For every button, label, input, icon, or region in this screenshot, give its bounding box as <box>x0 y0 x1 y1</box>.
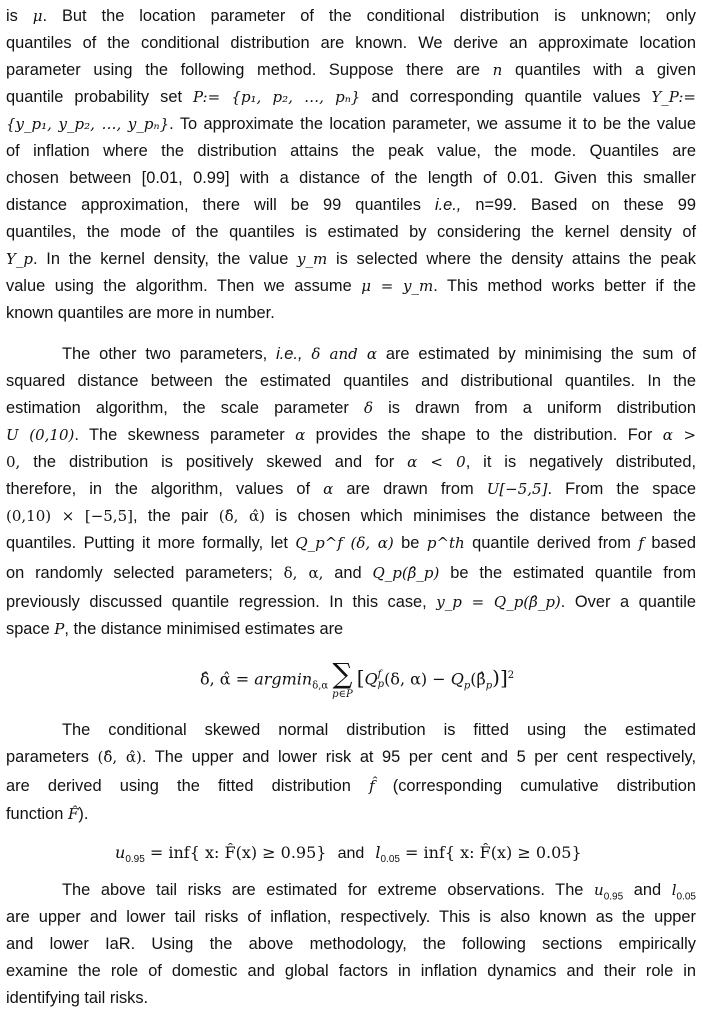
text-span: be <box>393 534 427 552</box>
text-span: , the distance minimised estimates are <box>64 620 344 638</box>
text-span: estimation algorithm, the scale parameter <box>6 399 364 417</box>
text-span: quantiles of the conditional distribution are known. We derive an approximate location <box>6 34 696 52</box>
summation <box>332 657 353 700</box>
text-span: . Over a quantile <box>560 593 697 611</box>
text-span: The other two parameters, <box>62 345 277 363</box>
text-line <box>6 57 696 84</box>
text-line <box>6 368 696 395</box>
text-line <box>6 503 696 530</box>
text-span: . This method works better if the <box>433 277 696 295</box>
text-line <box>6 449 696 476</box>
text-line <box>6 476 696 503</box>
math-alpha-gt: α > <box>662 426 697 444</box>
math-f-hat: f̂ <box>369 777 375 795</box>
math-delta-alpha-hat-pair: (δ̂, α̂) <box>218 507 265 525</box>
eq-argmin-sub: δ,α <box>312 680 329 692</box>
text-line <box>6 530 696 557</box>
math-l: l <box>671 881 677 899</box>
text-span: . The upper and lower risk at 95 per cent and 5 per cent respectively, <box>141 748 697 766</box>
eq-power: 2 <box>507 670 515 682</box>
text-line <box>6 589 696 616</box>
text-span: value using the algorithm. Then we assume <box>6 277 362 295</box>
math-alpha-lt-0: α < 0 <box>407 453 466 471</box>
text-span: quantiles, the mode of the quantiles is estimated by considering the kernel density of <box>6 223 696 241</box>
text-span: is selected where the density attains the peak <box>327 250 696 268</box>
math-mu: μ <box>32 7 43 25</box>
text-line <box>62 877 696 904</box>
math-P: P <box>54 620 65 638</box>
text-span: function <box>6 805 68 823</box>
math-mu-equals-ym: μ = y_m <box>361 277 434 295</box>
text-span: (corresponding cumulative distribution <box>374 777 696 795</box>
math-alpha: α <box>295 426 306 444</box>
math-Qp-beta: Q_p(β̂_p) <box>372 564 440 582</box>
text-line <box>6 3 696 30</box>
math-n: n <box>492 61 503 79</box>
eq-l-rhs: = inf{ x: F̂(x) ≥ 0.05} <box>399 843 582 862</box>
eq-l: l <box>375 843 381 862</box>
eq-Q2: Q <box>450 669 464 689</box>
text-span: . In the kernel density, the value <box>33 250 298 268</box>
math-delta-alpha-hat-pair: (δ̂, α̂) <box>97 748 142 766</box>
text-span: n=99. Based on these 99 <box>461 196 696 214</box>
text-span: the distribution is positively skewed and for <box>20 453 408 471</box>
text-span: is chosen which minimises the distance between the <box>264 507 696 525</box>
text-span: The conditional skewed normal distribution is fitted using the estimated <box>62 721 696 739</box>
text-span: quantiles. Putting it more formally, let <box>6 534 296 552</box>
text-span: is drawn from a uniform distribution <box>373 399 696 417</box>
eq-u: u <box>115 843 126 862</box>
text-span: is <box>6 7 33 25</box>
eq-Q2-sub: p <box>463 680 471 692</box>
math-Qpf: Q_p^f (δ, α) <box>295 534 394 552</box>
text-line <box>6 246 696 273</box>
text-line <box>6 931 696 958</box>
math-p-th: p^th <box>426 534 465 552</box>
math-l-sub: 0.05 <box>676 891 696 903</box>
text-span: The above tail risks are estimated for extreme observations. The <box>62 881 595 899</box>
text-span: examine the role of domestic and global factors in inflation dynamics and their role in <box>6 962 696 980</box>
text-span: on randomly selected parameters; <box>6 564 284 582</box>
text-span: distance approximation, there will be 99 quantiles <box>6 196 435 214</box>
text-line <box>6 300 696 327</box>
math-alpha: α <box>323 480 334 498</box>
eq-Q-sub: p <box>377 679 385 690</box>
text-span: . To approximate the location parameter, we assume it to be the value <box>169 115 697 133</box>
text-line <box>6 744 696 771</box>
math-probability-set: P:= {p₁, p₂, …, pₙ} <box>193 88 361 106</box>
text-span: be the estimated quantile from <box>439 564 697 582</box>
text-span: . The skewness parameter <box>74 426 296 444</box>
text-span: quantile probability set <box>6 88 193 106</box>
text-span: provides the shape to the distribution. For <box>305 426 663 444</box>
text-line <box>6 773 696 800</box>
eq-Q-sup: f <box>377 669 382 680</box>
text-line <box>6 801 696 828</box>
eq-beta: (β̂ <box>470 669 486 689</box>
text-line <box>6 395 696 422</box>
text-span: are upper and lower tail risks of inflation, respectively. This is also known as the upper <box>6 908 696 926</box>
text-span: and corresponding quantile values <box>360 88 652 106</box>
math-ym: y_m <box>297 250 328 268</box>
text-italic-ie: i.e., <box>434 196 462 214</box>
text-line <box>6 138 696 165</box>
eq-argmin: argmin <box>254 669 313 689</box>
text-span: identifying tail risks. <box>6 989 149 1007</box>
eq-Q: Q <box>364 669 378 689</box>
eq-args: (δ, α) − <box>384 669 451 689</box>
text-span: and <box>323 564 373 582</box>
eq-beta-sub: p <box>485 680 493 692</box>
text-span: of inflation where the distribution attains the peak value, the mode. Quantiles are <box>6 142 696 160</box>
text-span: and <box>623 881 672 899</box>
text-span: squared distance between the estimated quantiles and distributional quantiles. In the <box>6 372 696 390</box>
eq-bracket-open: [ <box>356 665 365 690</box>
text-span: parameter using the following method. Suppose there are <box>6 61 493 79</box>
eq-u-rhs: = inf{ x: F̂(x) ≥ 0.95} <box>144 843 327 862</box>
math-delta-alpha: δ, α, <box>283 564 324 582</box>
math-zero: 0, <box>6 453 21 471</box>
text-span: are drawn from <box>333 480 487 498</box>
math-uniform-0-10: U (0,10) <box>6 426 75 444</box>
math-Yp: Y_p <box>6 250 34 268</box>
text-line <box>6 165 696 192</box>
text-span: are derived using the fitted distribution <box>6 777 370 795</box>
math-uniform-neg5-5: U[−5,5] <box>486 480 548 498</box>
math-delta-and-alpha: δ and α <box>311 345 377 363</box>
equation-tail-risks <box>115 843 582 866</box>
math-u-sub: 0.95 <box>603 891 624 903</box>
text-italic-ie: i.e., <box>276 345 303 363</box>
text-span: , it is negatively distributed, <box>465 453 696 471</box>
text-line <box>6 904 696 931</box>
text-span: therefore, in the algorithm, values of <box>6 480 324 498</box>
text-span: . From the space <box>547 480 696 498</box>
text-line <box>6 958 696 985</box>
text-span: quantile derived from <box>464 534 639 552</box>
text-span: ). <box>78 805 89 823</box>
eq-and: and <box>337 845 365 862</box>
math-f: f <box>638 534 644 552</box>
text-span: known quantiles are more in number. <box>6 304 275 322</box>
math-delta: δ <box>363 399 374 417</box>
text-line <box>6 560 696 587</box>
text-line <box>6 422 696 449</box>
text-line <box>6 985 696 1009</box>
text-span: chosen between [0.01, 0.99] with a distance of the length of 0.01. Given this smaller <box>6 169 696 187</box>
text-span: are estimated by minimising the sum of <box>376 345 696 363</box>
math-F-hat: F̂ <box>67 805 79 823</box>
text-span: based <box>643 534 697 552</box>
text-line <box>6 219 696 246</box>
eq-lhs: δ̂, α̂ = <box>200 669 255 689</box>
math-u: u <box>594 881 604 899</box>
math-yp-def: Y_P:= <box>651 88 696 106</box>
text-span: . But the location parameter of the conditional distribution is unknown; only <box>42 7 696 25</box>
text-span: previously discussed quantile regression. In this case, <box>6 593 437 611</box>
math-quantile-values: {y_p₁, y_p₂, …, y_pₙ} <box>6 115 170 133</box>
text-line <box>62 341 696 368</box>
text-span: parameters <box>6 748 98 766</box>
text-line <box>6 273 696 300</box>
eq-bracket-close: )] <box>492 665 508 690</box>
eq-u-sub: 0.95 <box>125 854 145 866</box>
equation-argmin <box>200 657 515 700</box>
text-line <box>6 84 696 111</box>
text-line <box>6 111 696 138</box>
text-line <box>6 616 696 643</box>
eq-l-sub: 0.05 <box>380 854 400 866</box>
text-line <box>62 717 696 744</box>
text-line <box>6 192 696 219</box>
text-span: quantiles with a given <box>502 61 696 79</box>
text-span: , the pair <box>132 507 219 525</box>
sum-limit: p∈P <box>332 689 353 700</box>
math-yp-equals-Qp: y_p = Q_p(β̂_p) <box>436 593 561 611</box>
math-parameter-space: (0,10) × [−5,5] <box>6 507 133 525</box>
text-line <box>6 30 696 57</box>
text-span: and lower IaR. Using the above methodology, the following sections empirically <box>6 935 696 953</box>
sum-symbol: ∑ <box>332 657 353 690</box>
text-span: space <box>6 620 55 638</box>
